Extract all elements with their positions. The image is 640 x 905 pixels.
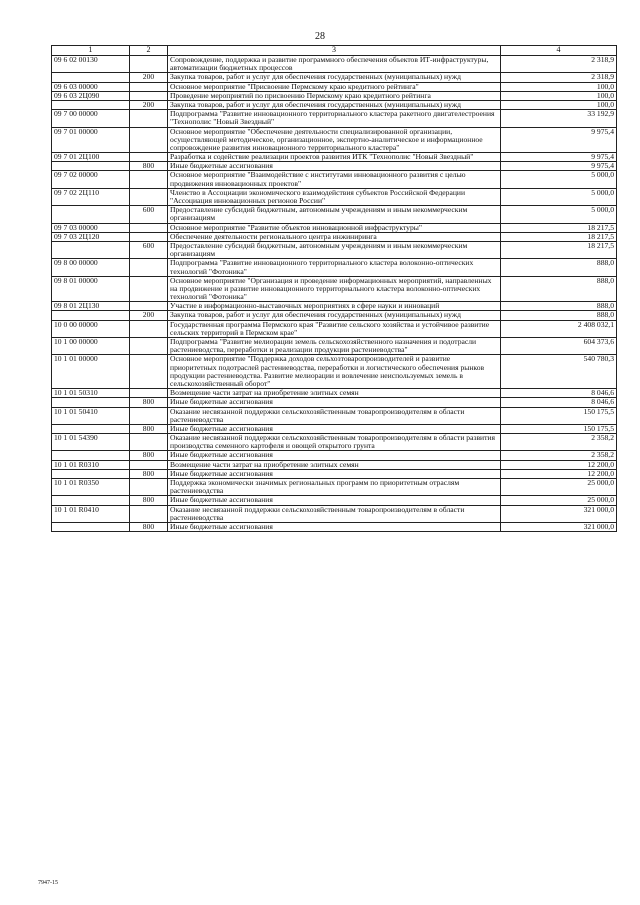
table-row [52,389,617,398]
budget-table [51,45,617,532]
code-cell: 09 7 02 2Ц110 [52,188,130,205]
description-cell: Возмещение части затрат на приобретение элитных семян [168,460,501,469]
amount-cell: 2 318,9 [501,73,617,82]
description-cell: Закупка товаров, работ и услуг для обеспечения государственных (муниципальных) нужд [168,100,501,109]
table-row [52,355,617,389]
table-row [52,100,617,109]
expense-type-cell: 200 [130,73,168,82]
code-cell: 09 8 01 00000 [52,276,130,302]
code-cell: 10 1 01 54390 [52,434,130,451]
expense-type-cell [130,153,168,162]
table-row [52,276,617,302]
table-row [52,338,617,355]
description-cell: Подпрограмма "Развитие мелиорации земель сельскохозяйственного назначения и подотрасли растениеводства, переработки и реализации продукции растениеводства" [168,338,501,355]
description-cell: Иные бюджетные ассигнования [168,522,501,531]
table-row [52,56,617,73]
amount-cell: 9 975,4 [501,127,617,153]
description-cell: Подпрограмма "Развитие инновационного территориального кластера волоконно-оптических технологий "Фотоника" [168,259,501,276]
expense-type-cell [130,320,168,337]
amount-cell: 5 000,0 [501,188,617,205]
amount-cell: 8 046,6 [501,389,617,398]
description-cell: Иные бюджетные ассигнования [168,469,501,478]
table-row [52,91,617,100]
amount-cell: 888,0 [501,259,617,276]
description-cell: Основное мероприятие "Организация и проведение информационных мероприятий, направленных на продвижение и развитие инновационного территориального кластера волоконно-оптических технологий "Фотоника" [168,276,501,302]
amount-cell: 18 217,5 [501,241,617,258]
code-cell: 09 7 02 00000 [52,171,130,188]
expense-type-cell [130,434,168,451]
expense-type-cell [130,110,168,127]
code-cell: 10 1 01 50410 [52,407,130,424]
expense-type-cell: 800 [130,451,168,460]
table-row [52,451,617,460]
amount-cell: 604 373,6 [501,338,617,355]
amount-cell: 9 975,4 [501,162,617,171]
description-cell: Иные бюджетные ассигнования [168,496,501,505]
table-row [52,153,617,162]
expense-type-cell [130,479,168,496]
table-row [52,127,617,153]
amount-cell: 100,0 [501,82,617,91]
amount-cell: 100,0 [501,91,617,100]
table-row [52,424,617,433]
expense-type-cell [130,127,168,153]
table-row [52,311,617,320]
expense-type-cell [130,505,168,522]
document-code: 7947-15 [38,880,58,886]
table-row [52,82,617,91]
table-row [52,110,617,127]
table-row [52,232,617,241]
amount-cell: 150 175,5 [501,407,617,424]
amount-cell: 321 000,0 [501,522,617,531]
description-cell: Оказание несвязанной поддержки сельскохозяйственным товаропроизводителям в области растениеводства [168,407,501,424]
expense-type-cell: 800 [130,496,168,505]
amount-cell: 5 000,0 [501,206,617,223]
description-cell: Иные бюджетные ассигнования [168,162,501,171]
amount-cell: 100,0 [501,100,617,109]
code-cell: 10 1 01 00000 [52,355,130,389]
amount-cell: 888,0 [501,311,617,320]
table-row [52,302,617,311]
code-cell: 10 1 01 R0350 [52,479,130,496]
expense-type-cell: 800 [130,469,168,478]
amount-cell: 888,0 [501,302,617,311]
expense-type-cell [130,171,168,188]
amount-cell: 5 000,0 [501,171,617,188]
expense-type-cell: 800 [130,398,168,407]
code-cell: 09 8 01 2Ц130 [52,302,130,311]
amount-cell: 25 000,0 [501,479,617,496]
code-cell [52,241,130,258]
amount-cell: 25 000,0 [501,496,617,505]
code-cell: 10 1 01 R0310 [52,460,130,469]
amount-cell: 888,0 [501,276,617,302]
code-cell: 10 1 01 R0410 [52,505,130,522]
table-row [52,73,617,82]
table-row [52,398,617,407]
expense-type-cell: 600 [130,241,168,258]
description-cell: Основное мероприятие "Поддержка доходов сельхозтоваропроизводителей и развитие приоритетных подотраслей растениеводства, переработки и логистического обеспечения рынков продукции растениеводства. Развитие мелиорации и вовлечение неиспользуемых земель в сельскохозяйственный оборот" [168,355,501,389]
expense-type-cell [130,460,168,469]
code-cell: 10 0 00 00000 [52,320,130,337]
description-cell: Оказание несвязанной поддержки сельскохозяйственным товаропроизводителям в области развития производства семенного картофеля и овощей открытого грунта [168,434,501,451]
code-cell [52,311,130,320]
table-row [52,171,617,188]
expense-type-cell: 200 [130,311,168,320]
description-cell: Предоставление субсидий бюджетным, автономным учреждениям и иным некоммерческим организациям [168,241,501,258]
description-cell: Государственная программа Пермского края "Развитие сельского хозяйства и устойчивое развитие сельских территорий в Пермском крае" [168,320,501,337]
expense-type-cell: 600 [130,206,168,223]
header-col-4: 4 [501,46,617,56]
amount-cell: 33 192,9 [501,110,617,127]
description-cell: Сопровождение, поддержка и развитие программного обеспечения объектов ИТ-инфраструктуры, автоматизации бюджетных процессов [168,56,501,73]
description-cell: Участие в информационно-выставочных мероприятиях в сфере науки и инноваций [168,302,501,311]
table-row [52,223,617,232]
table-row [52,188,617,205]
table-row [52,460,617,469]
amount-cell: 150 175,5 [501,424,617,433]
expense-type-cell [130,389,168,398]
code-cell [52,100,130,109]
description-cell: Обеспечение деятельности регионального центра инжиниринга [168,232,501,241]
code-cell: 10 1 00 00000 [52,338,130,355]
expense-type-cell [130,232,168,241]
page-number: 28 [315,31,325,42]
code-cell: 09 6 03 2Ц090 [52,91,130,100]
description-cell: Основное мероприятие "Развитие объектов инновационной инфраструктуры" [168,223,501,232]
description-cell: Проведение мероприятий по присвоению Пермскому краю кредитного рейтинга [168,91,501,100]
description-cell: Поддержка экономически значимых региональных программ по приоритетным отраслям растениеводства [168,479,501,496]
expense-type-cell [130,276,168,302]
description-cell: Закупка товаров, работ и услуг для обеспечения государственных (муниципальных) нужд [168,311,501,320]
expense-type-cell [130,355,168,389]
code-cell: 09 6 02 00130 [52,56,130,73]
code-cell: 09 7 03 00000 [52,223,130,232]
code-cell: 09 6 03 00000 [52,82,130,91]
amount-cell: 540 780,3 [501,355,617,389]
expense-type-cell [130,407,168,424]
header-col-1: 1 [52,46,130,56]
code-cell [52,73,130,82]
amount-cell: 2 408 032,1 [501,320,617,337]
expense-type-cell: 200 [130,100,168,109]
table-row [52,434,617,451]
description-cell: Разработка и содействие реализации проектов развития ИТК "Технополис "Новый Звездный" [168,153,501,162]
header-col-2: 2 [130,46,168,56]
expense-type-cell [130,82,168,91]
description-cell: Членство в Ассоциации экономического взаимодействия субъектов Российской Федерации "Ассоциация инновационных регионов России" [168,188,501,205]
code-cell [52,206,130,223]
code-cell [52,398,130,407]
code-cell [52,162,130,171]
code-cell [52,522,130,531]
expense-type-cell [130,302,168,311]
table-row [52,505,617,522]
description-cell: Возмещение части затрат на приобретение элитных семян [168,389,501,398]
code-cell: 09 7 01 00000 [52,127,130,153]
code-cell: 09 7 03 2Ц120 [52,232,130,241]
description-cell: Основное мероприятие "Присвоение Пермскому краю кредитного рейтинга" [168,82,501,91]
amount-cell: 321 000,0 [501,505,617,522]
description-cell: Закупка товаров, работ и услуг для обеспечения государственных (муниципальных) нужд [168,73,501,82]
code-cell [52,469,130,478]
expense-type-cell: 800 [130,522,168,531]
expense-type-cell [130,338,168,355]
description-cell: Иные бюджетные ассигнования [168,424,501,433]
description-cell: Основное мероприятие "Обеспечение деятельности специализированной организации, осуществляющей методическое, организационное, экспертно-аналитическое и информационное сопровождение развития инновационного территориального кластера" [168,127,501,153]
table-row [52,407,617,424]
expense-type-cell: 800 [130,162,168,171]
table-row [52,522,617,531]
description-cell: Основное мероприятие "Взаимодействие с институтами инновационного развития с целью продвижения инновационных проектов" [168,171,501,188]
expense-type-cell [130,91,168,100]
code-cell [52,451,130,460]
table-row [52,320,617,337]
table-row [52,469,617,478]
code-cell [52,496,130,505]
amount-cell: 18 217,5 [501,232,617,241]
table-row [52,241,617,258]
code-cell [52,424,130,433]
amount-cell: 2 318,9 [501,56,617,73]
table-row [52,479,617,496]
code-cell: 09 7 01 2Ц100 [52,153,130,162]
table-row [52,496,617,505]
expense-type-cell [130,188,168,205]
description-cell: Оказание несвязанной поддержки сельскохозяйственным товаропроизводителям в области растениеводства [168,505,501,522]
description-cell: Подпрограмма "Развитие инновационного территориального кластера ракетного двигателестроения "Технополис "Новый Звездный" [168,110,501,127]
amount-cell: 8 046,6 [501,398,617,407]
table-body [52,56,617,532]
description-cell: Иные бюджетные ассигнования [168,398,501,407]
table-row [52,162,617,171]
table-row [52,259,617,276]
expense-type-cell: 800 [130,424,168,433]
code-cell: 09 7 00 00000 [52,110,130,127]
amount-cell: 12 200,0 [501,469,617,478]
code-cell: 10 1 01 50310 [52,389,130,398]
expense-type-cell [130,259,168,276]
expense-type-cell [130,223,168,232]
description-cell: Предоставление субсидий бюджетным, автономным учреждениям и иным некоммерческим организациям [168,206,501,223]
expense-type-cell [130,56,168,73]
code-cell: 09 8 00 00000 [52,259,130,276]
amount-cell: 2 358,2 [501,434,617,451]
amount-cell: 2 358,2 [501,451,617,460]
table-header-row [52,46,617,56]
header-col-3: 3 [168,46,501,56]
amount-cell: 9 975,4 [501,153,617,162]
description-cell: Иные бюджетные ассигнования [168,451,501,460]
amount-cell: 18 217,5 [501,223,617,232]
table-row [52,206,617,223]
amount-cell: 12 200,0 [501,460,617,469]
